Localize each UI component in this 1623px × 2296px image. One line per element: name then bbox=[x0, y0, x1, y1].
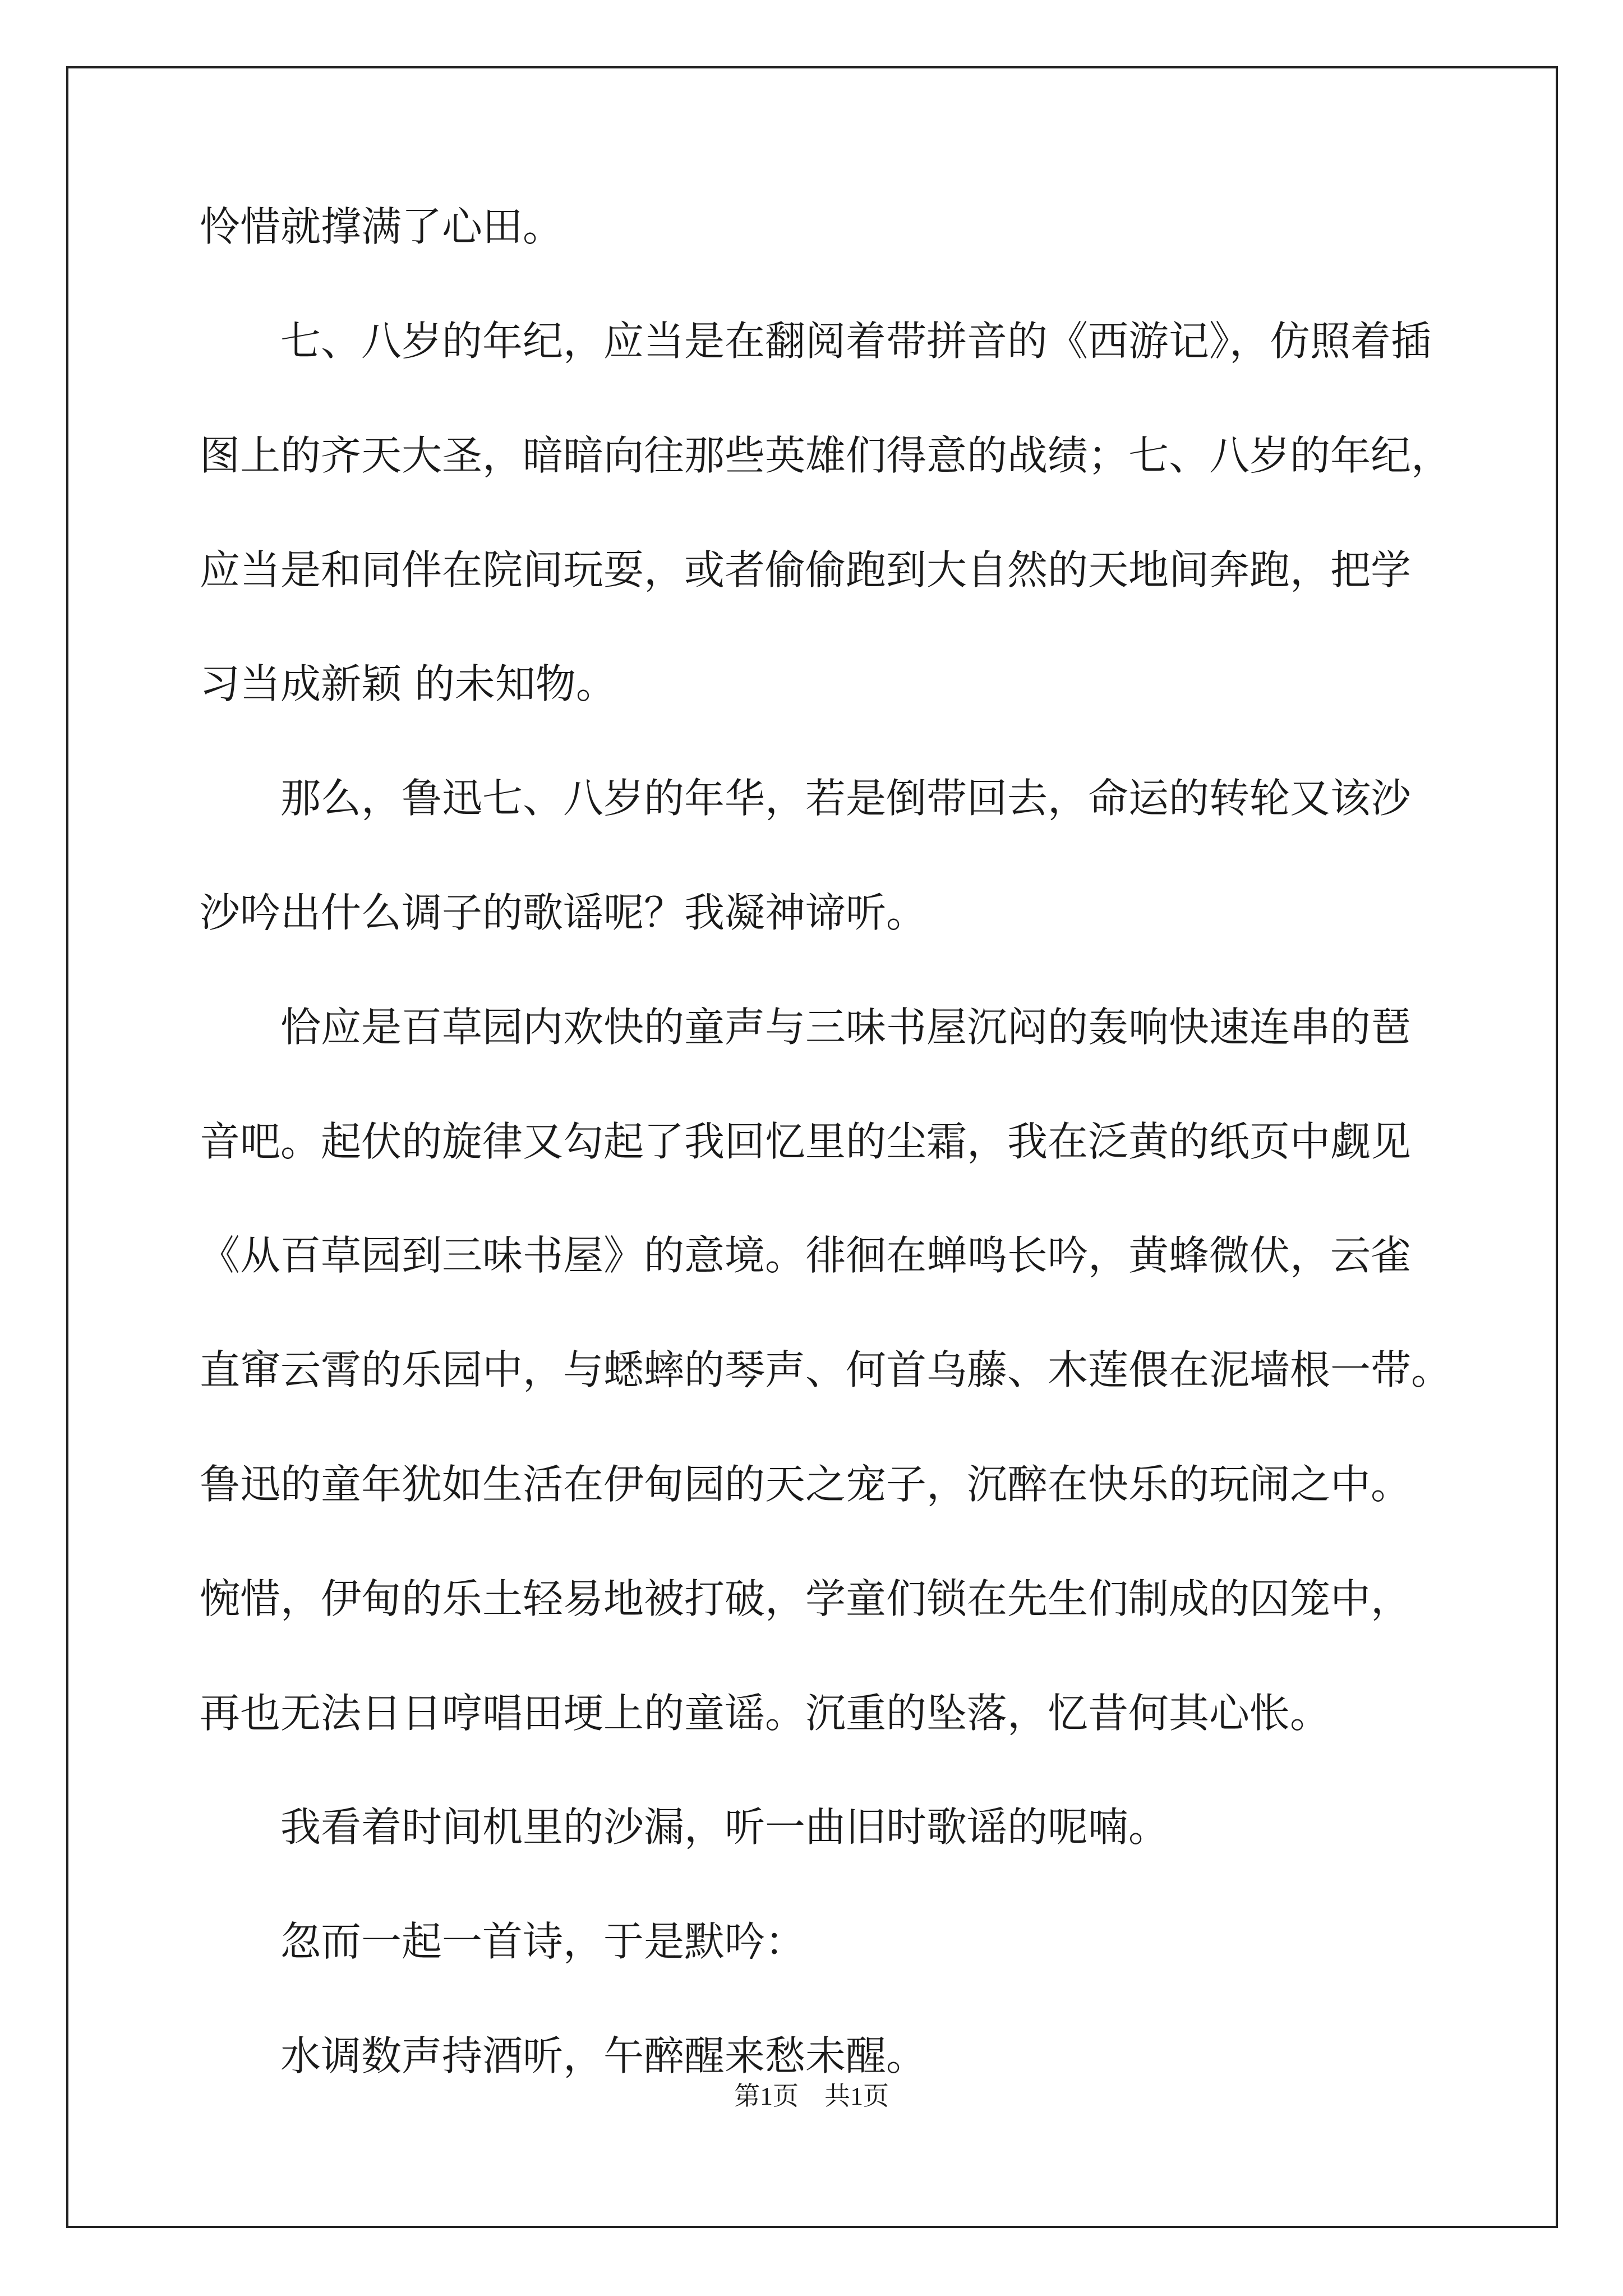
text-line: 图上的齐天大圣，暗暗向往那些英雄们得意的战绩；七、八岁的年纪， bbox=[200, 432, 1452, 479]
paragraph-line: 七、八岁的年纪，应当是在翻阅着带拼音的《西游记》，仿照着插 bbox=[280, 318, 1432, 365]
paragraph-line: 水调数声持酒听，午醉醒来愁未醒。 bbox=[280, 2032, 927, 2079]
text-line: 直窜云霄的乐园中，与蟋蟀的琴声、何首乌藤、木莲偎在泥墙根一带。 bbox=[200, 1346, 1452, 1393]
page-number: 第1页 bbox=[734, 2082, 799, 2110]
text-line: 《从百草园到三味书屋》的意境。徘徊在蝉鸣长吟，黄蜂微伏，云雀 bbox=[200, 1232, 1412, 1279]
paragraph-line: 忽而一起一首诗，于是默吟： bbox=[280, 1918, 806, 1965]
text-line: 应当是和同伴在院间玩耍，或者偷偷跑到大自然的天地间奔跑，把学 bbox=[200, 546, 1412, 593]
paragraph-line: 我看着时间机里的沙漏，听一曲旧时歌谣的呢喃。 bbox=[280, 1803, 1169, 1851]
text-line: 鲁迅的童年犹如生活在伊甸园的天之宠子，沉醉在快乐的玩闹之中。 bbox=[200, 1461, 1412, 1508]
page-total: 共1页 bbox=[824, 2082, 889, 2110]
text-line: 沙吟出什么调子的歌谣呢？我凝神谛听。 bbox=[200, 889, 927, 936]
text-line: 怜惜就撑满了心田。 bbox=[200, 203, 564, 250]
paragraph-line: 那么，鲁迅七、八岁的年华，若是倒带回去，命运的转轮又该沙 bbox=[280, 775, 1412, 822]
text-line: 再也无法日日哼唱田埂上的童谣。沉重的坠落，忆昔何其心怅。 bbox=[200, 1690, 1331, 1737]
paragraph-line: 恰应是百草园内欢快的童声与三味书屋沉闷的轰响快速连串的琶 bbox=[280, 1004, 1412, 1051]
page-footer bbox=[0, 2079, 1623, 2113]
text-line: 音吧。起伏的旋律又勾起了我回忆里的尘霜，我在泛黄的纸页中觑见 bbox=[200, 1118, 1412, 1165]
text-line: 习当成新颖 的未知物。 bbox=[200, 660, 616, 707]
text-line: 惋惜，伊甸的乐土轻易地被打破，学童们锁在先生们制成的囚笼中， bbox=[200, 1575, 1412, 1622]
